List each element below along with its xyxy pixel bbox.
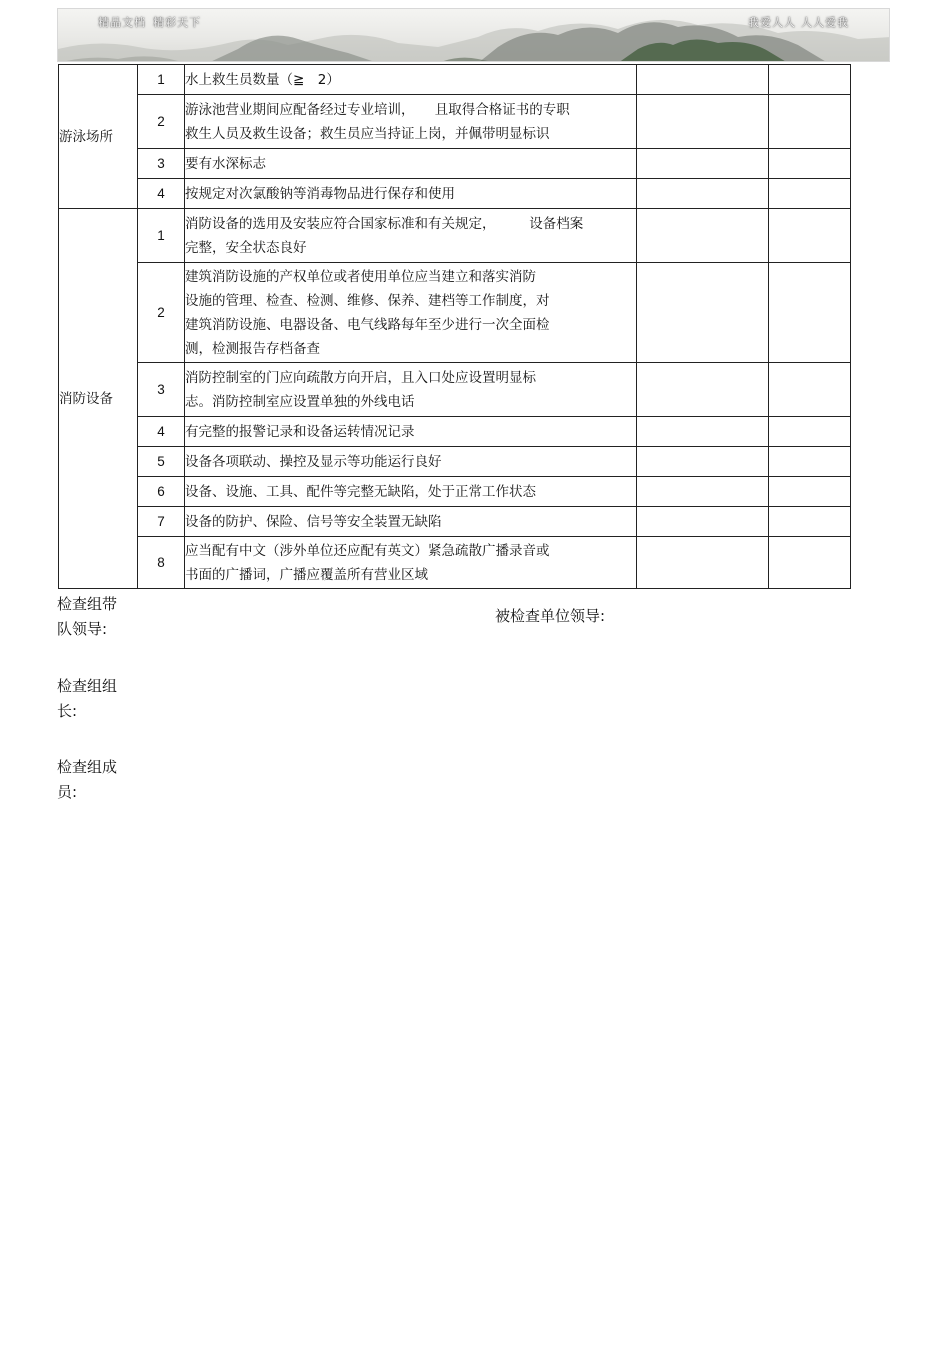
item-content-cell	[185, 209, 637, 263]
banner-text-right-1: 我爱人人	[748, 16, 796, 29]
item-number-cell: 4	[138, 179, 185, 209]
remarks-cell[interactable]	[769, 507, 851, 537]
item-number-cell: 5	[138, 447, 185, 477]
table-row	[59, 537, 851, 589]
item-content-cell	[185, 507, 637, 537]
remarks-cell[interactable]	[769, 363, 851, 417]
item-number-cell: 1	[138, 65, 185, 95]
table-row	[59, 95, 851, 149]
item-content-line: 设备各项联动、操控及显示等功能运行良好	[185, 453, 442, 470]
item-content-cell	[185, 447, 637, 477]
result-cell[interactable]	[637, 149, 769, 179]
item-number-cell: 3	[138, 363, 185, 417]
remarks-cell[interactable]	[769, 477, 851, 507]
remarks-cell[interactable]	[769, 65, 851, 95]
result-cell[interactable]	[637, 417, 769, 447]
item-content-line: 按规定对次氯酸钠等消毒物品进行保存和使用	[185, 185, 455, 202]
item-number-cell: 1	[138, 209, 185, 263]
table-row	[59, 209, 851, 263]
item-content-cell	[185, 65, 637, 95]
inspected-unit-leader-label: 被检查单位领导:	[495, 607, 606, 625]
item-content-line: 游泳池营业期间应配备经过专业培训， 且取得合格证书的专职	[185, 101, 570, 118]
item-content-line: 建筑消防设施的产权单位或者使用单位应当建立和落实消防	[185, 268, 536, 285]
remarks-cell[interactable]	[769, 179, 851, 209]
item-number-cell: 3	[138, 149, 185, 179]
item-content-line: 有完整的报警记录和设备运转情况记录	[185, 423, 415, 440]
group-member-label	[57, 755, 117, 805]
item-number-cell: 8	[138, 537, 185, 589]
remarks-cell[interactable]	[769, 95, 851, 149]
item-content-cell	[185, 263, 637, 363]
result-cell[interactable]	[637, 209, 769, 263]
item-content-line: 救生人员及救生设备；救生员应当持证上岗，并佩带明显标识	[185, 125, 550, 142]
group-head-label	[57, 674, 117, 724]
remarks-cell[interactable]	[769, 417, 851, 447]
table-row	[59, 507, 851, 537]
group-head-label-line1: 检查组组	[57, 677, 118, 695]
item-content-line: 应当配有中文（涉外单位还应配有英文）紧急疏散广播录音或	[185, 542, 550, 559]
item-content-line: 建筑消防设施、电器设备、电气线路每年至少进行一次全面检	[185, 316, 550, 333]
item-content-line: 消防控制室的门应向疏散方向开启，且入口处应设置明显标	[185, 369, 536, 386]
item-content-cell	[185, 363, 637, 417]
inspection-checklist-table	[58, 64, 851, 589]
table-row	[59, 447, 851, 477]
banner-text-right-2: 人人爱我	[801, 16, 849, 29]
result-cell[interactable]	[637, 263, 769, 363]
table-row	[59, 65, 851, 95]
result-cell[interactable]	[637, 507, 769, 537]
item-content-cell	[185, 179, 637, 209]
item-content-line: 设备、设施、工具、配件等完整无缺陷，处于正常工作状态	[185, 483, 536, 500]
group-head-label-line2: 长:	[57, 702, 78, 720]
result-cell[interactable]	[637, 477, 769, 507]
item-content-line: 书面的广播词，广播应覆盖所有营业区域	[185, 566, 428, 583]
banner-text-left-2: 精彩天下	[153, 16, 201, 29]
item-content-cell	[185, 477, 637, 507]
remarks-cell[interactable]	[769, 209, 851, 263]
result-cell[interactable]	[637, 179, 769, 209]
remarks-cell[interactable]	[769, 537, 851, 589]
result-cell[interactable]	[637, 363, 769, 417]
item-content-line: 设施的管理、检查、检测、维修、保养、建档等工作制度，对	[185, 292, 550, 309]
item-content-line: 志。消防控制室应设置单独的外线电话	[185, 393, 415, 410]
item-content-line: 消防设备的选用及安装应符合国家标准和有关规定， 设备档案	[185, 215, 584, 232]
item-content-line: 完整，安全状态良好	[185, 239, 307, 256]
result-cell[interactable]	[637, 95, 769, 149]
result-cell[interactable]	[637, 65, 769, 95]
item-content-cell	[185, 537, 637, 589]
item-content-line: 测，检测报告存档备查	[185, 340, 320, 357]
item-content-line: 设备的防护、保险、信号等安全装置无缺陷	[185, 513, 442, 530]
item-content-cell	[185, 417, 637, 447]
result-cell[interactable]	[637, 447, 769, 477]
banner-text-left-1: 精品文档	[98, 16, 146, 29]
category-cell: 游泳场所	[59, 65, 138, 209]
table-row	[59, 417, 851, 447]
item-number-cell: 4	[138, 417, 185, 447]
remarks-cell[interactable]	[769, 149, 851, 179]
item-number-cell: 6	[138, 477, 185, 507]
team-leader-label	[57, 592, 117, 642]
item-content-cell	[185, 149, 637, 179]
item-content-line: 要有水深标志	[185, 155, 266, 172]
item-number-cell: 2	[138, 95, 185, 149]
remarks-cell[interactable]	[769, 447, 851, 477]
table-row	[59, 179, 851, 209]
team-leader-label-line1: 检查组带	[57, 595, 118, 613]
team-leader-label-line2: 队领导:	[57, 620, 108, 638]
group-member-label-line2: 员:	[57, 783, 78, 801]
table-row	[59, 263, 851, 363]
table-row	[59, 149, 851, 179]
item-number-cell: 7	[138, 507, 185, 537]
header-banner	[57, 8, 890, 62]
group-member-label-line1: 检查组成	[57, 758, 118, 776]
remarks-cell[interactable]	[769, 263, 851, 363]
table-row	[59, 477, 851, 507]
item-number-cell: 2	[138, 263, 185, 363]
item-content-cell	[185, 95, 637, 149]
table-row	[59, 363, 851, 417]
item-content-line: 水上救生员数量（≧ 2）	[185, 71, 340, 88]
category-cell: 消防设备	[59, 209, 138, 589]
result-cell[interactable]	[637, 537, 769, 589]
